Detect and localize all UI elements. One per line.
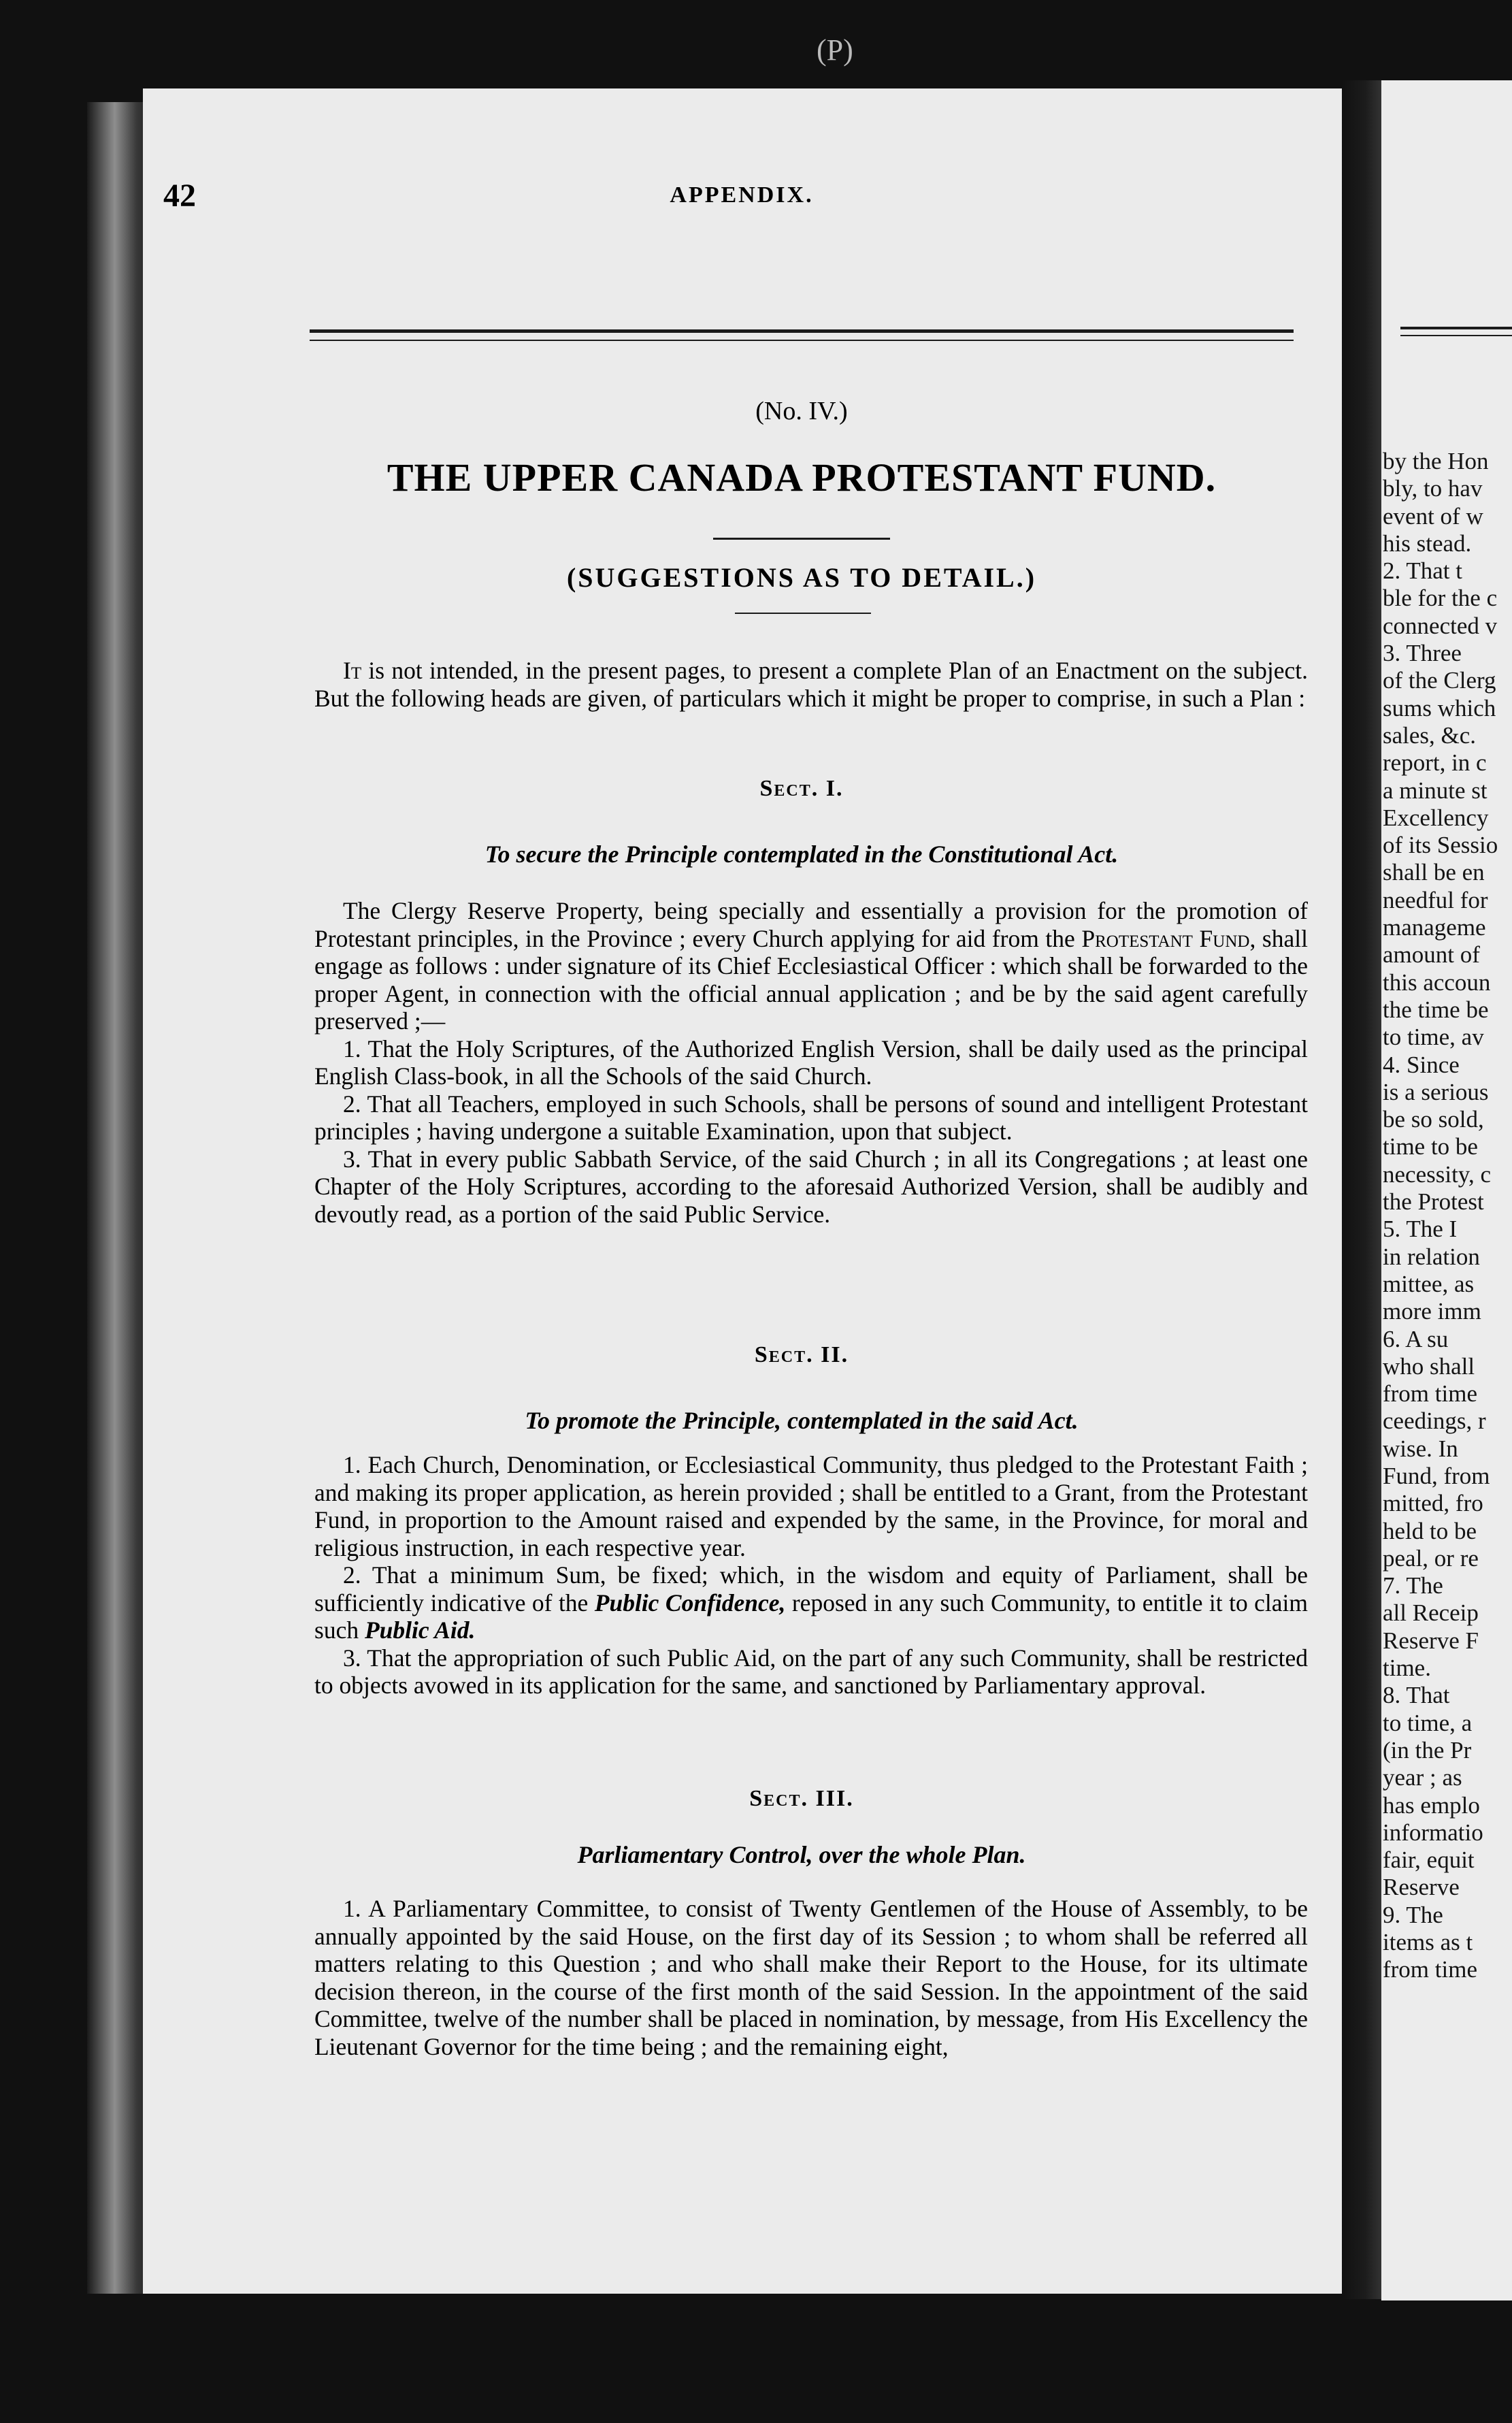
- subtitle-rule: [735, 613, 871, 614]
- right-page-line: is a serious: [1383, 1078, 1489, 1105]
- right-page-line: from time: [1383, 1956, 1477, 1983]
- right-page-line: needful for: [1383, 886, 1488, 913]
- right-page-line: wise. In: [1383, 1435, 1458, 1462]
- intro-lead: It: [343, 657, 362, 684]
- right-page-line: manageme: [1383, 914, 1486, 941]
- right-page-line: this accoun: [1383, 969, 1491, 996]
- section-2-item-1: 1. Each Church, Denomination, or Ecclesiastical Community, thus pledged to the Protestant Faith ; and making its proper application, as herein provided ; shall be entitled to a Grant, from the Protestant Fund, in proportion to the Amount raised and expended by the same, in the Province, for moral and religious instruction, in each respective year.: [314, 1451, 1308, 1561]
- right-page-line: Excellency: [1383, 804, 1489, 831]
- right-page-line: fair, equit: [1383, 1847, 1475, 1874]
- right-page-line: (in the Pr: [1383, 1736, 1472, 1763]
- running-head: APPENDIX.: [670, 182, 814, 208]
- right-page-line: held to be: [1383, 1517, 1477, 1544]
- section-2-body: [314, 1451, 1308, 1700]
- right-page-line: time.: [1383, 1655, 1431, 1682]
- right-page-line: ceedings, r: [1383, 1408, 1486, 1435]
- right-page-line: all Receip: [1383, 1599, 1479, 1627]
- right-page: [1381, 80, 1512, 2300]
- right-page-line: 5. The I: [1383, 1216, 1458, 1243]
- right-page-line: 9. The: [1383, 1901, 1443, 1928]
- right-page-line: has emplo: [1383, 1791, 1480, 1819]
- book-spine: [87, 102, 148, 2294]
- right-page-line: by the Hon: [1383, 448, 1489, 474]
- top-mark: (P): [817, 33, 853, 67]
- intro-text: is not intended, in the present pages, to present a complete Plan of an Enactment on the subject. But the following heads are given, of particulars which it might be proper to comprise, in such a Plan :: [314, 657, 1308, 712]
- right-page-line: peal, or re: [1383, 1544, 1479, 1572]
- right-page-line: sums which: [1383, 694, 1496, 721]
- right-page-line: amount of: [1383, 941, 1480, 969]
- right-page-line: event of w: [1383, 502, 1483, 530]
- section-2-item-2: 2. That a minimum Sum, be fixed; which, in the wisdom and equity of Parliament, shall be sufficiently indicative of the Public Confidence, reposed in any such Community, to entitle it to claim such Public Aid.: [314, 1561, 1309, 1644]
- section-3-body: [314, 1895, 1308, 2060]
- right-page-line: necessity, c: [1383, 1160, 1492, 1188]
- section-1-heading: Sect. I.: [759, 776, 844, 801]
- page-title: THE UPPER CANADA PROTESTANT FUND.: [387, 455, 1217, 500]
- right-page-line: 4. Since: [1383, 1051, 1460, 1078]
- section-2-heading: Sect. II.: [754, 1342, 849, 1367]
- page-subtitle: (SUGGESTIONS AS TO DETAIL.): [566, 562, 1037, 593]
- right-page-text: [1383, 448, 1512, 1984]
- section-1-item-1: 1. That the Holy Scriptures, of the Authorized English Version, shall be daily used as the principal English Class-book, in all the Schools of the said Church.: [314, 1035, 1308, 1090]
- section-1-item-3: 3. That in every public Sabbath Service, of the said Church ; in all its Congregations ; at least one Chapter of the Holy Scriptures, according to the aforesaid Authorized Version, shall be audibly and devoutly read, as a portion of the said Public Service.: [314, 1145, 1308, 1228]
- document-number: (No. IV.): [755, 397, 848, 425]
- right-page-line: year ; as: [1383, 1764, 1462, 1791]
- page-header: [163, 163, 1320, 225]
- section-3-item-1: 1. A Parliamentary Committee, to consist of Twenty Gentlemen of the House of Assembly, to be annually appointed by the said House, on the first day of its Session ; to whom shall be referred all matters relating to this Question ; and who shall make their Report to the House, for its ultimate decision thereon, in the course of the first month of the said Session. In the appointment of the said Committee, twelve of the number shall be placed in nomination, by message, from His Excellency the Lieutenant Governor for the time being ; and the remaining eight,: [314, 1895, 1308, 2060]
- right-page-line: 3. Three: [1383, 640, 1462, 667]
- section-3-subheading: Parliamentary Control, over the whole Plan.: [577, 1841, 1026, 1868]
- right-page-line: the Protest: [1383, 1188, 1484, 1216]
- protestant-fund-term: Protestant Fund,: [1081, 924, 1256, 952]
- right-page-line: of the Clerg: [1383, 667, 1496, 694]
- right-page-line: sales, &c.: [1383, 721, 1477, 749]
- right-page-line: more imm: [1383, 1298, 1481, 1325]
- right-page-line: to time, av: [1383, 1024, 1484, 1051]
- right-page-line: who shall: [1383, 1352, 1475, 1380]
- right-page-line: 2. That t: [1383, 557, 1462, 585]
- right-page-line: shall be en: [1383, 859, 1485, 886]
- section-3-heading: Sect. III.: [749, 1786, 854, 1811]
- right-page-line: bly, to hav: [1383, 475, 1483, 502]
- section-2-subheading: To promote the Principle, contemplated in the said Act.: [525, 1407, 1079, 1434]
- right-page-line: Fund, from: [1383, 1462, 1490, 1489]
- right-page-line: report, in c: [1383, 749, 1487, 777]
- right-page-line: be so sold,: [1383, 1106, 1484, 1133]
- section-1-body: [314, 897, 1308, 1228]
- right-page-line: 8. That: [1383, 1682, 1450, 1709]
- right-page-line: from time: [1383, 1380, 1477, 1408]
- right-page-line: in relation: [1383, 1243, 1480, 1270]
- right-page-line: a minute st: [1383, 777, 1488, 804]
- right-page-line: time to be: [1383, 1133, 1478, 1160]
- right-page-rule: [1400, 327, 1512, 336]
- header-rule: [310, 329, 1294, 341]
- section-2-item-3: 3. That the appropriation of such Public Aid, on the part of any such Community, shall be restricted to objects avowed in its application for the same, and sanctioned by Parliamentary approval.: [314, 1644, 1308, 1699]
- right-page-line: Reserve F: [1383, 1627, 1479, 1654]
- right-page-line: ble for the c: [1383, 585, 1498, 612]
- right-page-line: his stead.: [1383, 530, 1472, 557]
- section-1-item-2: 2. That all Teachers, employed in such Schools, shall be persons of sound and intelligent Protestant principles ; having undergone a suitable Examination, upon that subject.: [314, 1090, 1308, 1145]
- right-page-line: mittee, as: [1383, 1270, 1475, 1297]
- title-rule: [713, 538, 890, 540]
- right-page-line: 6. A su: [1383, 1325, 1449, 1352]
- right-page-line: of its Sessio: [1383, 832, 1498, 859]
- right-page-line: connected v: [1383, 612, 1498, 639]
- right-page-line: Reserve: [1383, 1874, 1460, 1901]
- intro-paragraph: [314, 657, 1308, 712]
- book-gutter: [1342, 80, 1381, 2299]
- right-page-line: 7. The: [1383, 1572, 1443, 1599]
- right-page-line: items as t: [1383, 1929, 1473, 1956]
- right-page-line: to time, a: [1383, 1709, 1473, 1736]
- section-1-subheading: To secure the Principle contemplated in the Constitutional Act.: [484, 841, 1119, 868]
- page-number: 42: [163, 178, 196, 214]
- section-1-paragraph: The Clergy Reserve Property, being specially and essentially a provision for the promotion of Protestant principles, in the Province ; every Church applying for aid from the Protestant Fund, shall engage as follows : under signature of its Chief Ecclesiastical Officer : which shall be forwarded to the proper Agent, in connection with the official annual application ; and be by the said agent carefully preserved ;—: [314, 897, 1308, 1035]
- right-page-line: the time be: [1383, 996, 1489, 1023]
- right-page-line: informatio: [1383, 1819, 1483, 1846]
- right-page-line: mitted, fro: [1383, 1490, 1483, 1517]
